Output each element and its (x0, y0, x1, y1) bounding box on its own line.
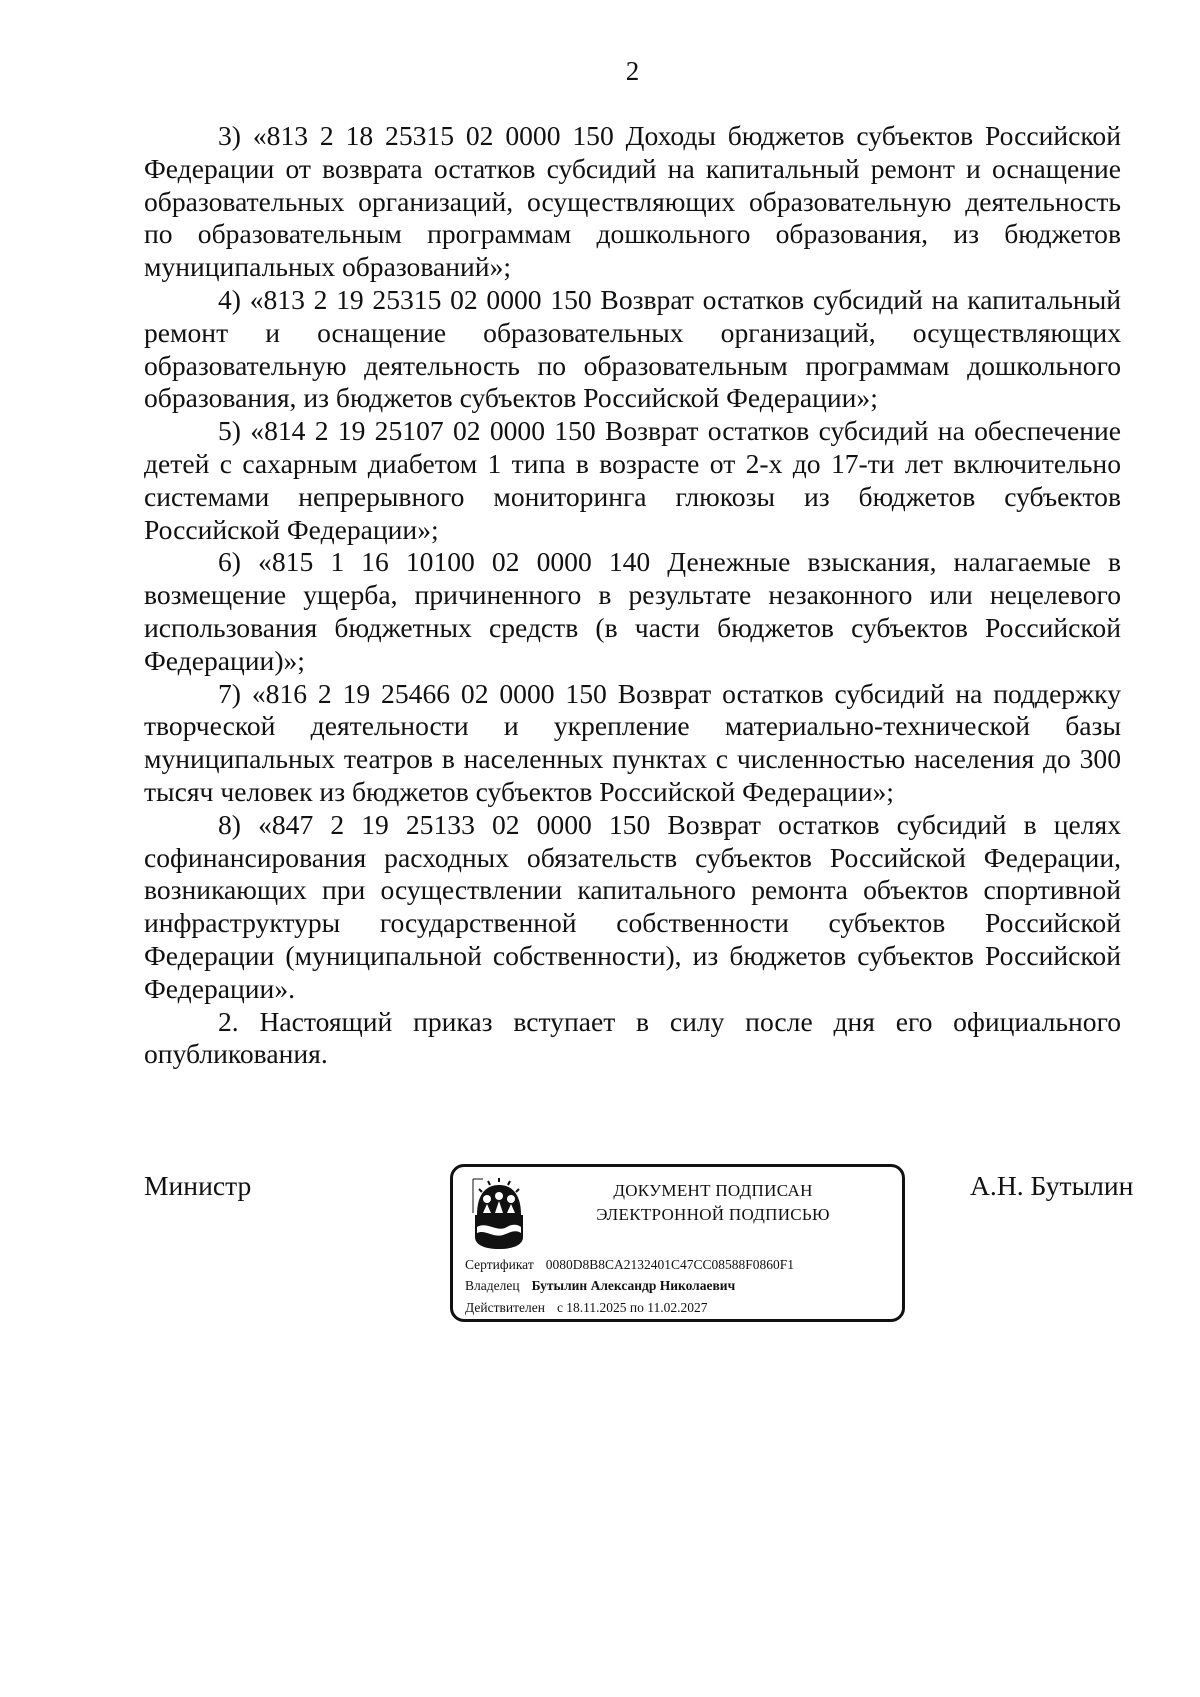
paragraph-effective-date: 2. Настоящий приказ вступает в силу после дня его официального опубликования. (144, 1005, 1121, 1070)
paragraph-item-6: 6) «815 1 16 10100 02 0000 140 Денежные взыскания, налагаемые в возмещение ущерба, причиненного в результате незаконного или нецелевого использования бюджетных средств (в части бюджетов субъектов Российской Федерации)»; (144, 546, 1121, 676)
validity-value: с 18.11.2025 по 11.02.2027 (556, 1300, 708, 1315)
coat-of-arms-icon (467, 1175, 531, 1251)
paragraph-item-3: 3) «813 2 18 25315 02 0000 150 Доходы бюджетов субъектов Российской Федерации от возврата остатков субсидий на капитальный ремонт и оснащение образовательных организаций, осуществляющих образовательную деятельность по образовательным программам дошкольного образования, из бюджетов муниципальных образований»; (144, 120, 1121, 283)
paragraph-item-8: 8) «847 2 19 25133 02 0000 150 Возврат остатков субсидий в целях софинансирования расходных обязательств субъектов Российской Федерации, возникающих при осуществлении капитального ремонта объектов спортивной инфраструктуры государственной собственности субъектов Российской Федерации (муниципальной собственности), из бюджетов субъектов Российской Федерации». (144, 808, 1121, 1004)
signatory-title: Министр (144, 1170, 252, 1201)
stamp-certificate-row (465, 1257, 794, 1273)
stamp-heading (543, 1179, 883, 1227)
stamp-validity-row (465, 1300, 708, 1316)
certificate-value: 0080D8B8CA2132401C47CC08588F0860F1 (545, 1257, 795, 1272)
validity-label: Действителен (465, 1300, 545, 1315)
certificate-label: Сертификат (465, 1257, 534, 1272)
stamp-owner-row (465, 1278, 735, 1294)
paragraph-item-4: 4) «813 2 19 25315 02 0000 150 Возврат остатков субсидий на капитальный ремонт и оснащение образовательных организаций, осуществляющих образовательную деятельность по образовательным программам дошкольного образования, из бюджетов субъектов Российской Федерации»; (144, 283, 1121, 414)
stamp-heading-line2: ЭЛЕКТРОННОЙ ПОДПИСЬЮ (596, 1205, 830, 1224)
signature-block (0, 1164, 1200, 1334)
stamp-heading-line1: ДОКУМЕНТ ПОДПИСАН (613, 1181, 813, 1200)
signatory-name: А.Н. Бутылин (970, 1170, 1134, 1201)
owner-label: Владелец (465, 1278, 520, 1293)
electronic-signature-stamp (450, 1164, 905, 1322)
paragraph-item-5: 5) «814 2 19 25107 02 0000 150 Возврат остатков субсидий на обеспечение детей с сахарным диабетом 1 типа в возрасте от 2-х до 17-ти лет включительно системами непрерывного мониторинга глюкозы из бюджетов субъектов Российской Федерации»; (144, 415, 1121, 545)
paragraph-item-7: 7) «816 2 19 25466 02 0000 150 Возврат остатков субсидий на поддержку творческой деятельности и укрепление материально-технической базы муниципальных театров в населенных пунктах с численностью населения до 300 тысяч человек из бюджетов субъектов Российской Федерации»; (144, 677, 1121, 807)
page-number: 2 (625, 56, 640, 86)
document-body (144, 120, 1121, 1071)
owner-value: Бутылин Александр Николаевич (531, 1278, 736, 1293)
